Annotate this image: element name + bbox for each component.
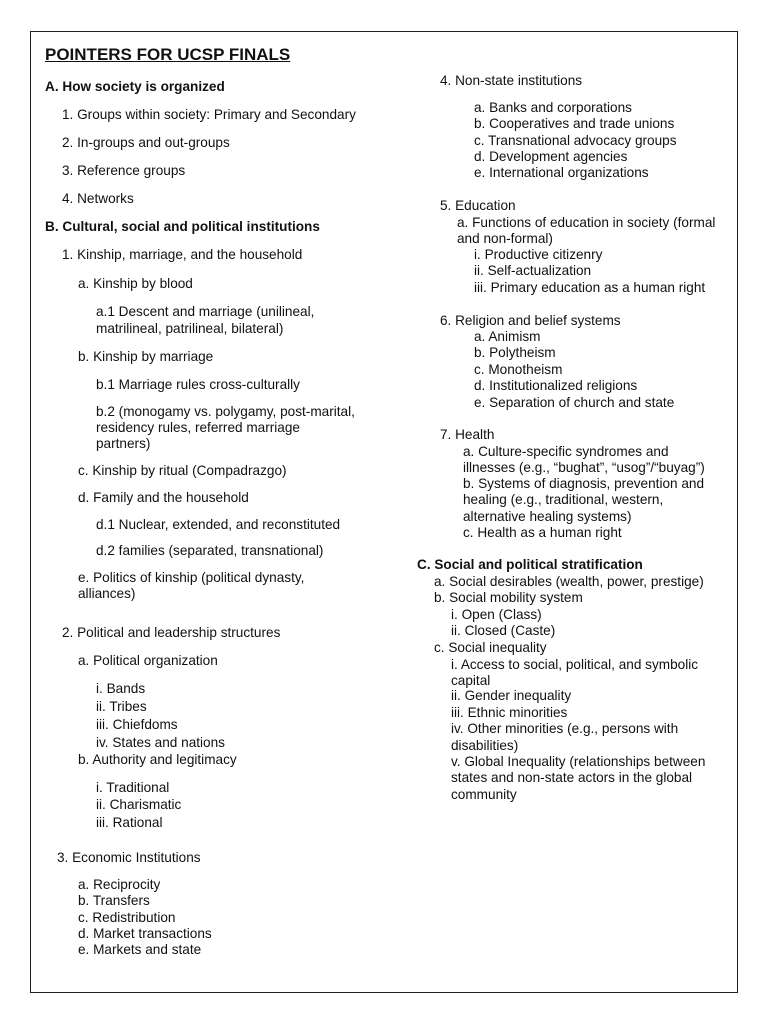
list-item: d.2 families (separated, transnational) [96,543,324,558]
list-item: ii. Charismatic [96,797,182,812]
education-heading: 5. Education [440,198,516,213]
kinship-heading: 1. Kinship, marriage, and the household [62,247,303,262]
list-item: a. Banks and corporations [474,100,632,115]
list-item: partners) [96,436,151,451]
list-item: b. Social mobility system [434,590,583,605]
list-item: ii. Tribes [96,699,147,714]
section-c-heading: C. Social and political stratification [417,557,643,572]
list-item: iv. Other minorities (e.g., persons with [451,721,679,736]
list-item: iii. Chiefdoms [96,717,178,732]
list-item: a. Political organization [78,653,218,668]
list-item: c. Kinship by ritual (Compadrazgo) [78,463,287,478]
list-item: b. Transfers [78,893,150,908]
nonstate-heading: 4. Non-state institutions [440,73,583,88]
list-item: alternative healing systems) [463,509,632,524]
list-item: community [451,787,517,802]
list-item: iv. States and nations [96,735,225,750]
page-title: POINTERS FOR UCSP FINALS [45,45,291,64]
section-b-heading: B. Cultural, social and political institutions [45,219,320,234]
list-item: a. Social desirables (wealth, power, prestige) [434,574,704,589]
list-item: b.2 (monogamy vs. polygamy, post-marital, [96,404,355,419]
list-item: ii. Closed (Caste) [451,623,556,638]
religion-heading: 6. Religion and belief systems [440,313,621,328]
list-item: a. Animism [474,329,541,344]
list-item: 3. Reference groups [62,163,186,178]
list-item: 2. In-groups and out-groups [62,135,230,150]
list-item: residency rules, referred marriage [96,420,300,435]
list-item: illnesses (e.g., “bughat”, “usog”/“buyag”) [463,460,705,475]
list-item: a. Kinship by blood [78,276,193,291]
list-item: iii. Ethnic minorities [451,705,568,720]
list-item: i. Traditional [96,780,170,795]
list-item: d. Family and the household [78,490,249,505]
list-item: i. Bands [96,681,146,696]
list-item: c. Health as a human right [463,525,622,540]
list-item: e. Politics of kinship (political dynasty, [78,570,305,585]
list-item: states and non-state actors in the global [451,770,693,785]
list-item: c. Redistribution [78,910,176,925]
list-item: d. Institutionalized religions [474,378,638,393]
list-item: e. International organizations [474,165,649,180]
list-item: iii. Primary education as a human right [474,280,706,295]
list-item: b. Authority and legitimacy [78,752,237,767]
list-item: v. Global Inequality (relationships between [451,754,706,769]
list-item: iii. Rational [96,815,163,830]
list-item: capital [451,673,491,688]
list-item: and non-formal) [457,231,553,246]
list-item: 1. Groups within society: Primary and Secondary [62,107,356,122]
list-item: 4. Networks [62,191,134,206]
list-item: c. Transnational advocacy groups [474,133,677,148]
list-item: c. Monotheism [474,362,563,377]
political-heading: 2. Political and leadership structures [62,625,281,640]
list-item: i. Open (Class) [451,607,542,622]
health-heading: 7. Health [440,427,495,442]
list-item: alliances) [78,586,136,601]
list-item: d.1 Nuclear, extended, and reconstituted [96,517,341,532]
list-item: b. Systems of diagnosis, prevention and [463,476,705,491]
list-item: e. Separation of church and state [474,395,675,410]
list-item: i. Productive citizenry [474,247,603,262]
list-item: b. Polytheism [474,345,556,360]
list-item: d. Development agencies [474,149,628,164]
list-item: healing (e.g., traditional, western, [463,492,664,507]
economic-heading: 3. Economic Institutions [57,850,201,865]
list-item: disabilities) [451,738,519,753]
list-item: b.1 Marriage rules cross-culturally [96,377,300,392]
list-item: ii. Gender inequality [451,688,572,703]
list-item: matrilineal, patrilineal, bilateral) [96,321,284,336]
section-a-heading: A. How society is organized [45,79,225,94]
list-item: a. Reciprocity [78,877,161,892]
list-item: e. Markets and state [78,942,202,957]
list-item: b. Cooperatives and trade unions [474,116,675,131]
list-item: b. Kinship by marriage [78,349,214,364]
list-item: a. Functions of education in society (formal [457,215,716,230]
list-item: c. Social inequality [434,640,547,655]
list-item: a. Culture-specific syndromes and [463,444,669,459]
list-item: ii. Self-actualization [474,263,592,278]
list-item: a.1 Descent and marriage (unilineal, [96,304,315,319]
list-item: i. Access to social, political, and symbolic [451,657,699,672]
list-item: d. Market transactions [78,926,212,941]
